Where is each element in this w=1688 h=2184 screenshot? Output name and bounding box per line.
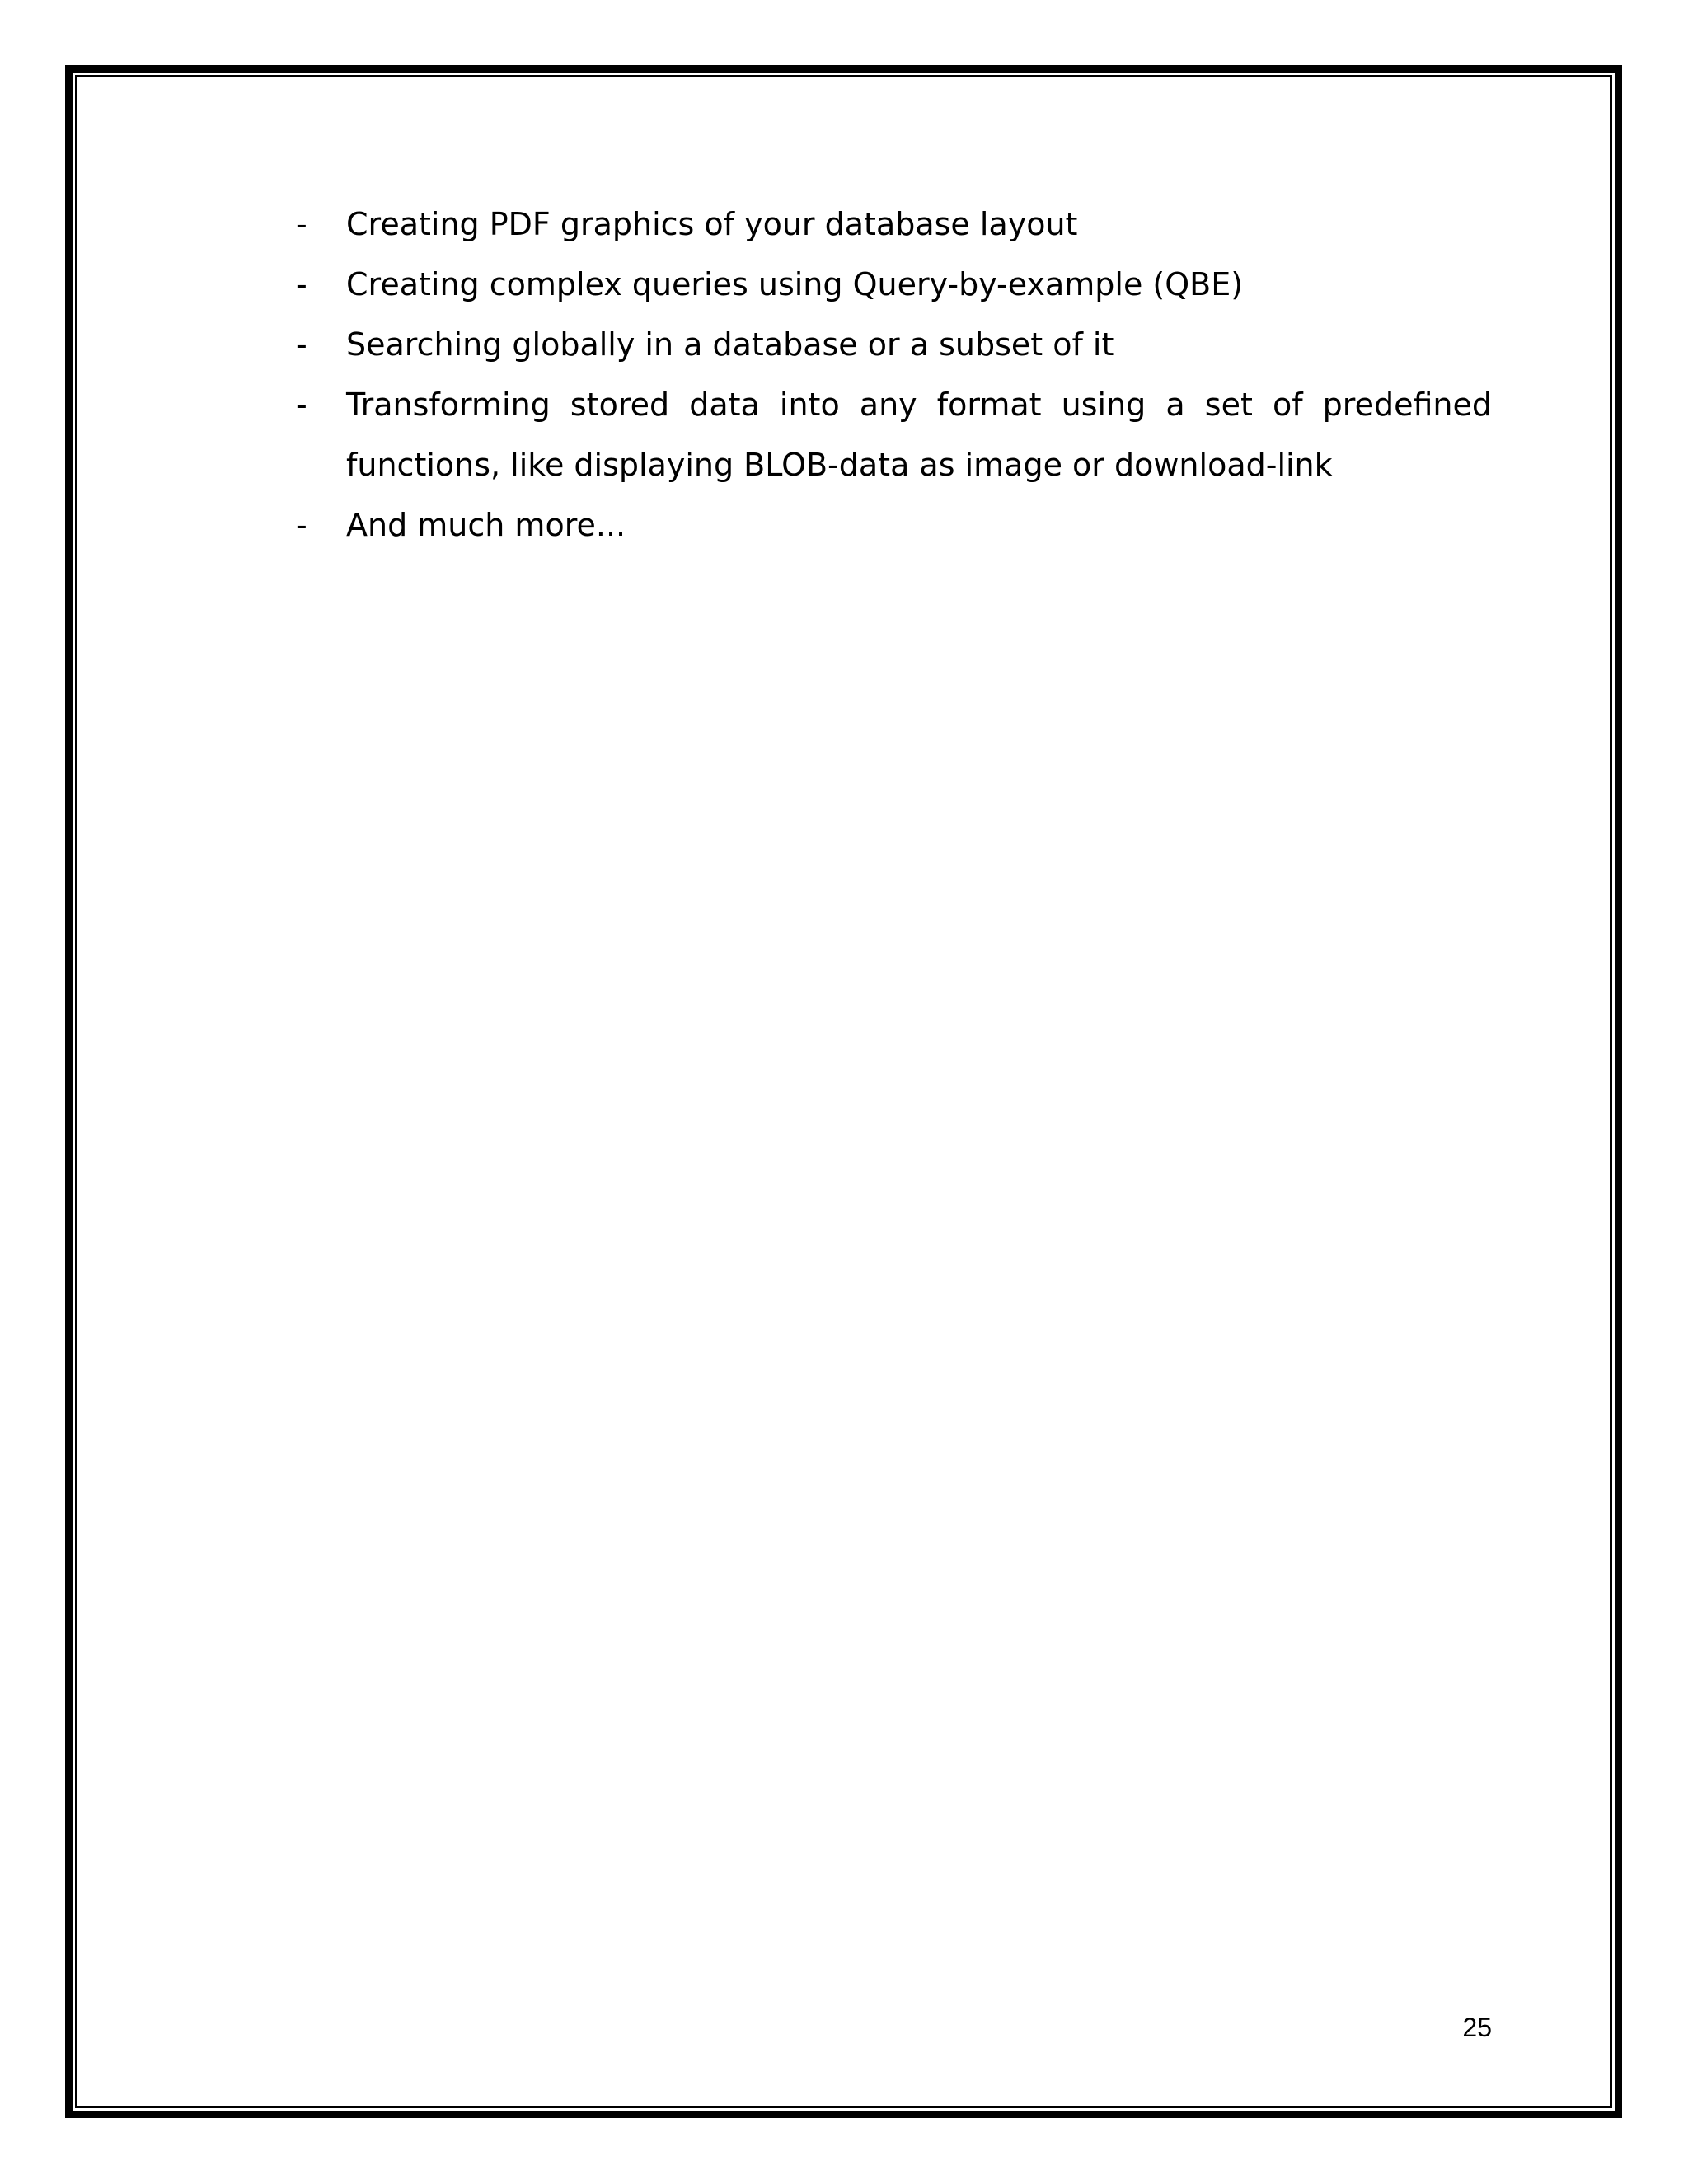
list-item [293,194,1492,255]
bullet-dash: - [296,266,307,302]
list-item-text: Creating PDF graphics of your database layout [346,206,1078,242]
page-content [293,194,1492,555]
feature-list [293,194,1492,555]
list-item [293,495,1492,555]
list-item-text: And much more... [346,507,626,543]
list-item-text: Transforming stored data into any format using a set of predefined functions, like displaying BLOB-data as image or download-link [346,387,1492,483]
list-item [293,375,1492,495]
page-number: 25 [1462,2013,1492,2042]
list-item-text: Creating complex queries using Query-by-example (QBE) [346,266,1244,302]
bullet-dash: - [296,206,307,242]
list-item [293,255,1492,315]
bullet-dash: - [296,507,307,543]
bullet-dash: - [296,387,307,423]
list-item-text: Searching globally in a database or a subset of it [346,326,1114,363]
list-item [293,315,1492,375]
bullet-dash: - [296,326,307,363]
